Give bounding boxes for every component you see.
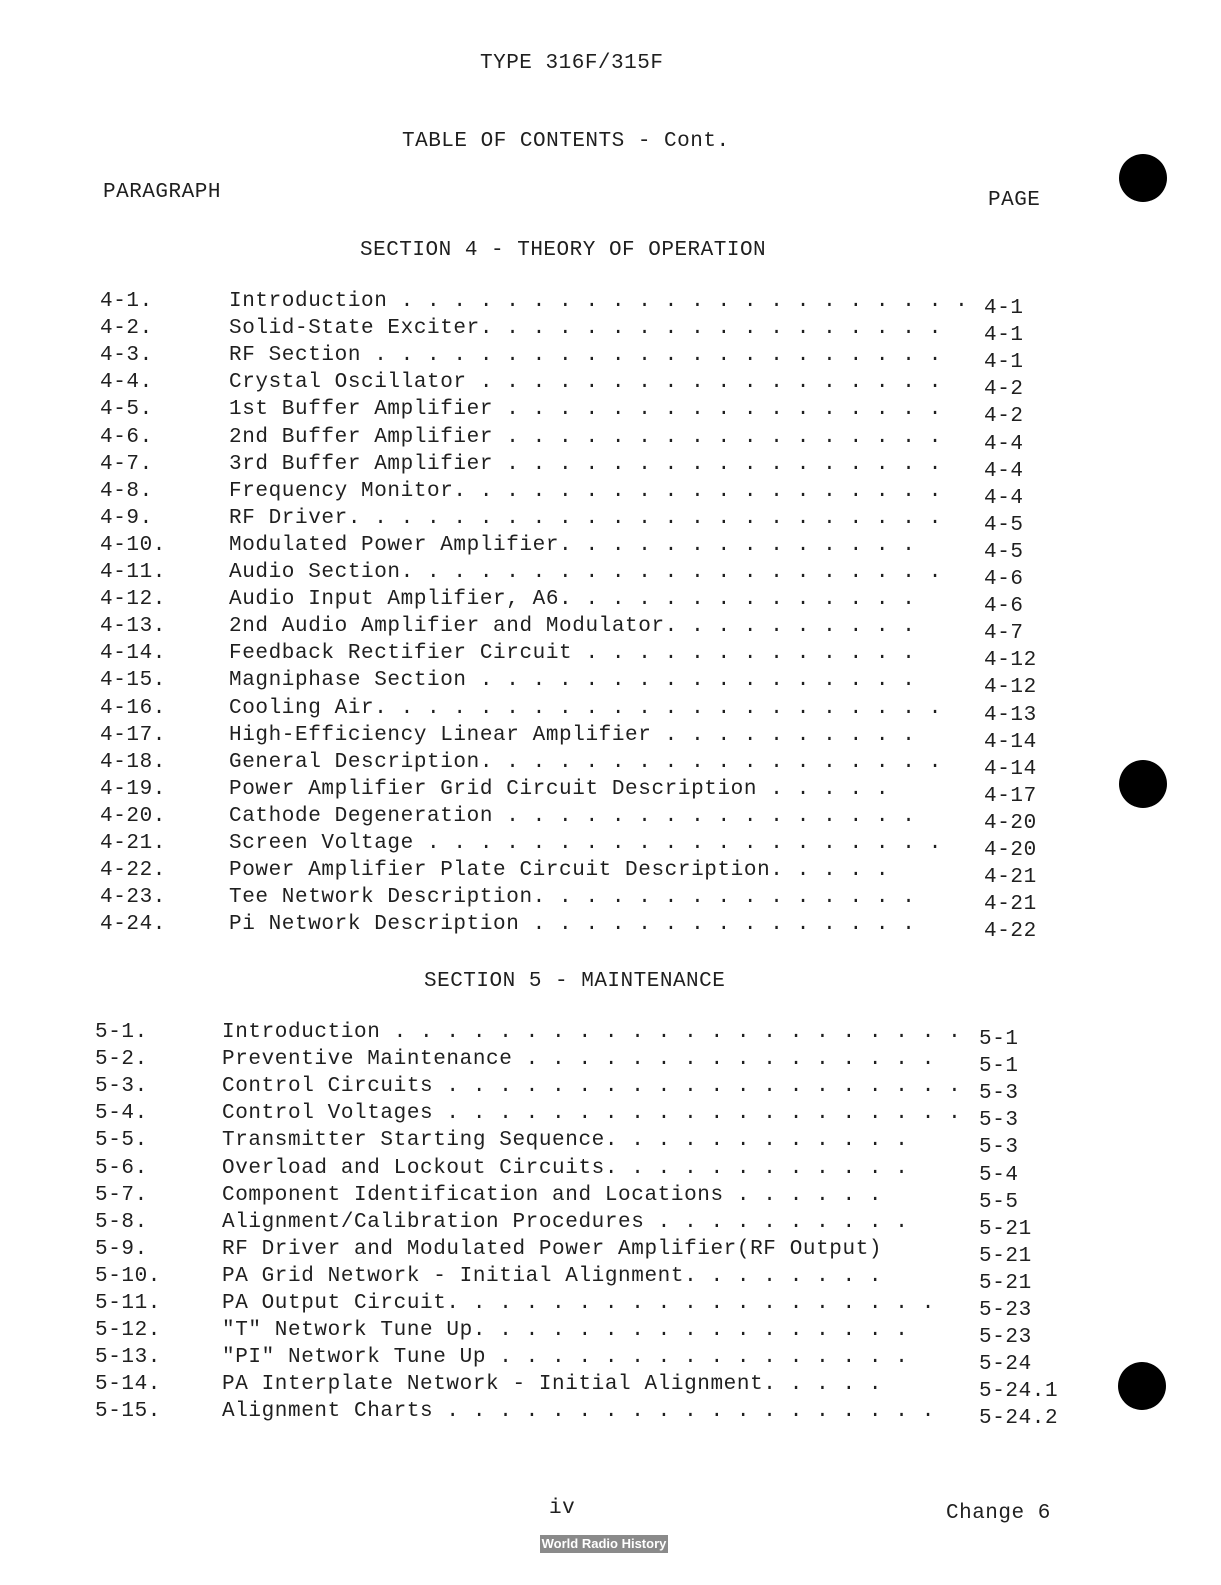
toc-entry bbox=[95, 1237, 1075, 1268]
toc-entry bbox=[95, 1102, 1075, 1133]
toc-entry bbox=[100, 642, 1080, 673]
toc-title: TABLE OF CONTENTS - Cont. bbox=[402, 130, 730, 153]
entry-number: 4-11. bbox=[100, 561, 167, 584]
toc-entry bbox=[100, 425, 1080, 456]
toc-entry bbox=[100, 506, 1080, 537]
entry-number: 4-6. bbox=[100, 425, 153, 449]
entry-title: High-Efficiency Linear Amplifier . . . . . . . . . . bbox=[229, 723, 916, 747]
entry-page: 4-1 bbox=[984, 297, 1024, 320]
entry-page: 4-6 bbox=[984, 568, 1024, 591]
entry-number: 4-2. bbox=[100, 317, 153, 341]
toc-entry bbox=[100, 913, 1080, 944]
toc-entry bbox=[100, 588, 1080, 619]
entry-page: 5-1 bbox=[979, 1055, 1019, 1079]
entry-page: 4-5 bbox=[984, 513, 1024, 537]
entry-page: 4-21 bbox=[984, 893, 1037, 917]
entry-number: 4-1. bbox=[100, 290, 153, 313]
entry-title: Screen Voltage . . . . . . . . . . . . . . . . . . . . bbox=[229, 832, 942, 855]
entry-page: 5-4 bbox=[979, 1163, 1019, 1187]
entry-number: 4-3. bbox=[100, 344, 153, 368]
entry-number: 5-2. bbox=[95, 1048, 148, 1072]
entry-page: 4-13 bbox=[984, 703, 1037, 727]
entry-title: Cathode Degeneration . . . . . . . . . . . . . . . . bbox=[229, 804, 916, 828]
toc-entry bbox=[100, 533, 1080, 564]
entry-title: General Description. . . . . . . . . . . . . . . . . . bbox=[229, 750, 942, 774]
toc-entry bbox=[95, 1346, 1075, 1377]
entry-number: 4-16. bbox=[100, 696, 167, 720]
entry-title: Control Voltages . . . . . . . . . . . . . . . . . . . . bbox=[222, 1102, 962, 1126]
entry-page: 4-20 bbox=[984, 839, 1037, 862]
entry-number: 5-11. bbox=[95, 1292, 162, 1315]
entry-page: 5-23 bbox=[979, 1326, 1032, 1350]
entry-page: 4-12 bbox=[984, 649, 1037, 673]
entry-number: 4-15. bbox=[100, 669, 167, 693]
entry-title: PA Interplate Network - Initial Alignment. . . . . bbox=[222, 1373, 883, 1397]
entry-page: 5-5 bbox=[979, 1190, 1019, 1214]
entry-title: 2nd Buffer Amplifier . . . . . . . . . . . . . . . . . bbox=[229, 425, 942, 449]
entry-page: 4-4 bbox=[984, 432, 1024, 456]
entry-page: 4-1 bbox=[984, 324, 1024, 348]
section-4-title: SECTION 4 - THEORY OF OPERATION bbox=[360, 239, 767, 262]
toc-entry bbox=[95, 1373, 1075, 1404]
entry-title: Preventive Maintenance . . . . . . . . . . . . . . . . bbox=[222, 1048, 935, 1072]
entry-page: 5-24 bbox=[979, 1353, 1032, 1377]
entry-number: 5-14. bbox=[95, 1373, 162, 1397]
entry-page: 4-4 bbox=[984, 486, 1024, 510]
entry-title: "PI" Network Tune Up . . . . . . . . . . . . . . . . bbox=[222, 1346, 909, 1370]
entry-page: 4-2 bbox=[984, 378, 1024, 402]
page-number: iv bbox=[549, 1497, 576, 1520]
entry-number: 4-17. bbox=[100, 723, 167, 747]
entry-number: 4-20. bbox=[100, 804, 167, 828]
entry-title: Audio Section. . . . . . . . . . . . . . . . . . . . . bbox=[229, 561, 942, 584]
toc-entry bbox=[100, 561, 1080, 591]
entry-page: 4-5 bbox=[984, 540, 1024, 564]
toc-entry bbox=[100, 290, 1080, 320]
entry-number: 5-13. bbox=[95, 1346, 162, 1370]
entry-title: Pi Network Description . . . . . . . . . . . . . . . bbox=[229, 913, 916, 937]
entry-page: 4-12 bbox=[984, 676, 1037, 700]
entry-title: RF Section . . . . . . . . . . . . . . . . . . . . . . bbox=[229, 344, 942, 368]
entry-number: 4-7. bbox=[100, 452, 153, 476]
entry-number: 5-7. bbox=[95, 1183, 148, 1207]
page-column-header: PAGE bbox=[988, 189, 1041, 212]
entry-number: 5-8. bbox=[95, 1210, 148, 1234]
toc-entry bbox=[100, 777, 1080, 808]
toc-entry bbox=[100, 452, 1080, 483]
toc-entry bbox=[95, 1129, 1075, 1160]
toc-entry bbox=[100, 398, 1080, 429]
entry-number: 5-12. bbox=[95, 1319, 162, 1343]
entry-title: RF Driver. . . . . . . . . . . . . . . . . . . . . . . bbox=[229, 506, 942, 530]
entry-title: Introduction . . . . . . . . . . . . . . . . . . . . . . bbox=[229, 290, 969, 313]
toc-entry bbox=[100, 344, 1080, 375]
entry-page: 4-14 bbox=[984, 730, 1037, 754]
entry-number: 4-19. bbox=[100, 777, 167, 801]
entry-title: Power Amplifier Plate Circuit Description. . . . . bbox=[229, 859, 890, 883]
entry-page: 4-17 bbox=[984, 784, 1037, 808]
toc-entry bbox=[95, 1183, 1075, 1214]
entry-title: Cooling Air. . . . . . . . . . . . . . . . . . . . . . bbox=[229, 696, 942, 720]
entry-number: 4-23. bbox=[100, 886, 167, 910]
entry-page: 4-7 bbox=[984, 622, 1024, 646]
toc-entry bbox=[100, 317, 1080, 348]
entry-number: 4-10. bbox=[100, 533, 167, 557]
entry-page: 4-1 bbox=[984, 351, 1024, 375]
toc-entry bbox=[100, 804, 1080, 835]
section-5-title: SECTION 5 - MAINTENANCE bbox=[424, 970, 726, 993]
entry-number: 5-10. bbox=[95, 1264, 162, 1288]
entry-page: 5-24.2 bbox=[979, 1407, 1059, 1431]
entry-title: Power Amplifier Grid Circuit Description . . . . . bbox=[229, 777, 890, 801]
entry-number: 4-14. bbox=[100, 642, 167, 666]
entry-number: 5-5. bbox=[95, 1129, 148, 1153]
entry-title: Modulated Power Amplifier. . . . . . . . . . . . . . bbox=[229, 533, 916, 557]
toc-entry bbox=[100, 615, 1080, 646]
entry-title: Solid-State Exciter. . . . . . . . . . . . . . . . . . bbox=[229, 317, 942, 341]
toc-entry bbox=[95, 1156, 1075, 1187]
entry-page: 4-21 bbox=[984, 866, 1037, 890]
binder-hole-top bbox=[1119, 154, 1167, 202]
entry-title: 2nd Audio Amplifier and Modulator. . . . . . . . . . bbox=[229, 615, 916, 639]
toc-entry bbox=[100, 696, 1080, 727]
toc-entry bbox=[100, 859, 1080, 890]
entry-page: 5-24.1 bbox=[979, 1380, 1059, 1404]
entry-title: Component Identification and Locations . . . . . . bbox=[222, 1183, 883, 1207]
entry-title: Frequency Monitor. . . . . . . . . . . . . . . . . . . bbox=[229, 479, 942, 503]
entry-title: Magniphase Section . . . . . . . . . . . . . . . . . bbox=[229, 669, 916, 693]
toc-entry bbox=[100, 371, 1080, 402]
entry-page: 4-2 bbox=[984, 405, 1024, 429]
entry-page: 5-3 bbox=[979, 1136, 1019, 1160]
toc-entry bbox=[95, 1021, 1075, 1051]
entry-number: 5-15. bbox=[95, 1400, 162, 1424]
entry-number: 5-4. bbox=[95, 1102, 148, 1126]
entry-title: Audio Input Amplifier, A6. . . . . . . . . . . . . . bbox=[229, 588, 916, 612]
paragraph-column-header: PARAGRAPH bbox=[103, 181, 221, 204]
entry-page: 5-21 bbox=[979, 1244, 1032, 1268]
toc-entry bbox=[95, 1400, 1075, 1431]
entry-number: 4-18. bbox=[100, 750, 167, 774]
entry-title: 1st Buffer Amplifier . . . . . . . . . . . . . . . . . bbox=[229, 398, 942, 422]
toc-entry bbox=[95, 1292, 1075, 1322]
entry-number: 4-8. bbox=[100, 479, 153, 503]
entry-page: 5-21 bbox=[979, 1271, 1032, 1295]
entry-title: PA Grid Network - Initial Alignment. . . . . . . . bbox=[222, 1264, 883, 1288]
entry-title: Alignment/Calibration Procedures . . . . . . . . . . bbox=[222, 1210, 909, 1234]
entry-page: 5-3 bbox=[979, 1109, 1019, 1133]
toc-entry bbox=[95, 1075, 1075, 1106]
entry-title: Feedback Rectifier Circuit . . . . . . . . . . . . . bbox=[229, 642, 916, 666]
entry-page: 5-3 bbox=[979, 1082, 1019, 1106]
entry-page: 4-22 bbox=[984, 920, 1037, 944]
entry-number: 5-1. bbox=[95, 1021, 148, 1044]
entry-title: PA Output Circuit. . . . . . . . . . . . . . . . . . . bbox=[222, 1292, 935, 1315]
toc-entry bbox=[95, 1210, 1075, 1241]
entry-number: 5-9. bbox=[95, 1237, 148, 1261]
entry-page: 4-4 bbox=[984, 459, 1024, 483]
entry-page: 5-21 bbox=[979, 1217, 1032, 1241]
entry-title: Overload and Lockout Circuits. . . . . . . . . . . . bbox=[222, 1156, 909, 1180]
toc-entry bbox=[100, 832, 1080, 862]
entry-page: 4-6 bbox=[984, 595, 1024, 619]
entry-number: 5-3. bbox=[95, 1075, 148, 1099]
entry-title: Alignment Charts . . . . . . . . . . . . . . . . . . . bbox=[222, 1400, 935, 1424]
toc-entry bbox=[95, 1048, 1075, 1079]
entry-page: 5-23 bbox=[979, 1299, 1032, 1322]
entry-number: 4-22. bbox=[100, 859, 167, 883]
entry-number: 4-21. bbox=[100, 832, 167, 855]
entry-number: 4-9. bbox=[100, 506, 153, 530]
entry-number: 4-4. bbox=[100, 371, 153, 395]
entry-title: "T" Network Tune Up. . . . . . . . . . . . . . . . . bbox=[222, 1319, 909, 1343]
binder-hole-middle bbox=[1119, 760, 1167, 808]
entry-title: Introduction . . . . . . . . . . . . . . . . . . . . . . bbox=[222, 1021, 962, 1044]
toc-entry bbox=[100, 479, 1080, 510]
entry-title: Crystal Oscillator . . . . . . . . . . . . . . . . . . bbox=[229, 371, 942, 395]
toc-entry bbox=[95, 1264, 1075, 1295]
entry-number: 4-24. bbox=[100, 913, 167, 937]
entry-title: Control Circuits . . . . . . . . . . . . . . . . . . . . bbox=[222, 1075, 962, 1099]
entry-title: 3rd Buffer Amplifier . . . . . . . . . . . . . . . . . bbox=[229, 452, 942, 476]
entry-number: 4-12. bbox=[100, 588, 167, 612]
toc-entry bbox=[100, 669, 1080, 700]
entry-page: 4-20 bbox=[984, 811, 1037, 835]
entry-number: 5-6. bbox=[95, 1156, 148, 1180]
binder-hole-bottom bbox=[1118, 1362, 1166, 1410]
toc-entry bbox=[100, 723, 1080, 754]
toc-entry bbox=[95, 1319, 1075, 1350]
toc-entry bbox=[100, 750, 1080, 781]
document-type: TYPE 316F/315F bbox=[480, 52, 664, 75]
change-label: Change 6 bbox=[946, 1502, 1051, 1525]
entry-page: 5-1 bbox=[979, 1028, 1019, 1051]
entry-number: 4-5. bbox=[100, 398, 153, 422]
entry-page: 4-14 bbox=[984, 757, 1037, 781]
entry-title: RF Driver and Modulated Power Amplifier(RF Output) bbox=[222, 1237, 883, 1261]
toc-entry bbox=[100, 886, 1080, 917]
entry-number: 4-13. bbox=[100, 615, 167, 639]
entry-title: Tee Network Description. . . . . . . . . . . . . . . bbox=[229, 886, 916, 910]
entry-title: Transmitter Starting Sequence. . . . . . . . . . . . bbox=[222, 1129, 909, 1153]
watermark: World Radio History bbox=[541, 1536, 667, 1551]
